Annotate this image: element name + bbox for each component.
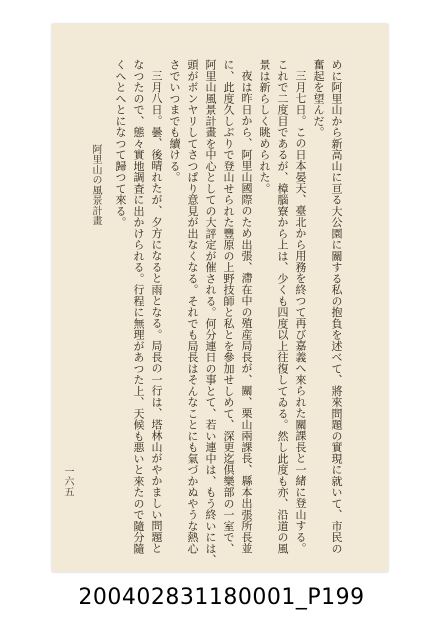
text-column-4: これで二度目であるが、樟腦寮から上は、少くも四度以上往復してゐる。然し此度も亦、沿道の風 [276,59,289,554]
text-column-5: 景は新らしく眺められた。 [258,59,271,194]
text-column-2: 奮起を望んだ。 [312,59,325,138]
text-column-3: 三月七日。この日本晏天、臺北から用務を終つて再び嘉義へ來られた關課長と一緒に登山する。 [294,70,307,554]
text-column-6: 夜は昨日から、阿里山國際のため出張、滯在中の殖産局長が、關、栗山兩課長、縣本出張所長並 [240,70,253,554]
text-column-8: 阿里山風景計畫を中心としての大評定が催される。何分連日の事とて、若い連中は、もう終いには、 [204,59,217,566]
image-caption: 200402831180001_P199 [78,585,365,610]
text-column-11: 三月八日。曇、後晴れたが、夕方になると雨となる。局長の一行は、塔林山がやかましい問題と [150,70,163,554]
text-column-12: なつたので、態々實地調査に出かけられる。行程に無理があつた上、天候も悪いと來たので隨分隨 [132,59,145,554]
text-column-1: めに阿里山から新高山に亘る大公園に關する私の抱負を述べて、將來問題の實現に就いて、市民の [330,59,343,554]
text-column-7: に、此度久しぶりで登山せられた豐原の上野技師と私とを參加せしめて、深更迄倶樂部の一室で、 [222,59,235,554]
text-column-10: さでいつまでも續ける。 [168,59,181,183]
page-number: 一六五 [62,466,73,497]
running-head: 阿里山の風景計畫 [90,144,101,226]
book-page [52,24,388,572]
text-column-9: 頭がボンヤリしてさつぱり意見が出なくなる。それでも局長はそんなことにも氣づかぬやうな熱心 [186,59,199,554]
text-column-13: くへとへとになつて歸つて來る。 [114,59,127,228]
